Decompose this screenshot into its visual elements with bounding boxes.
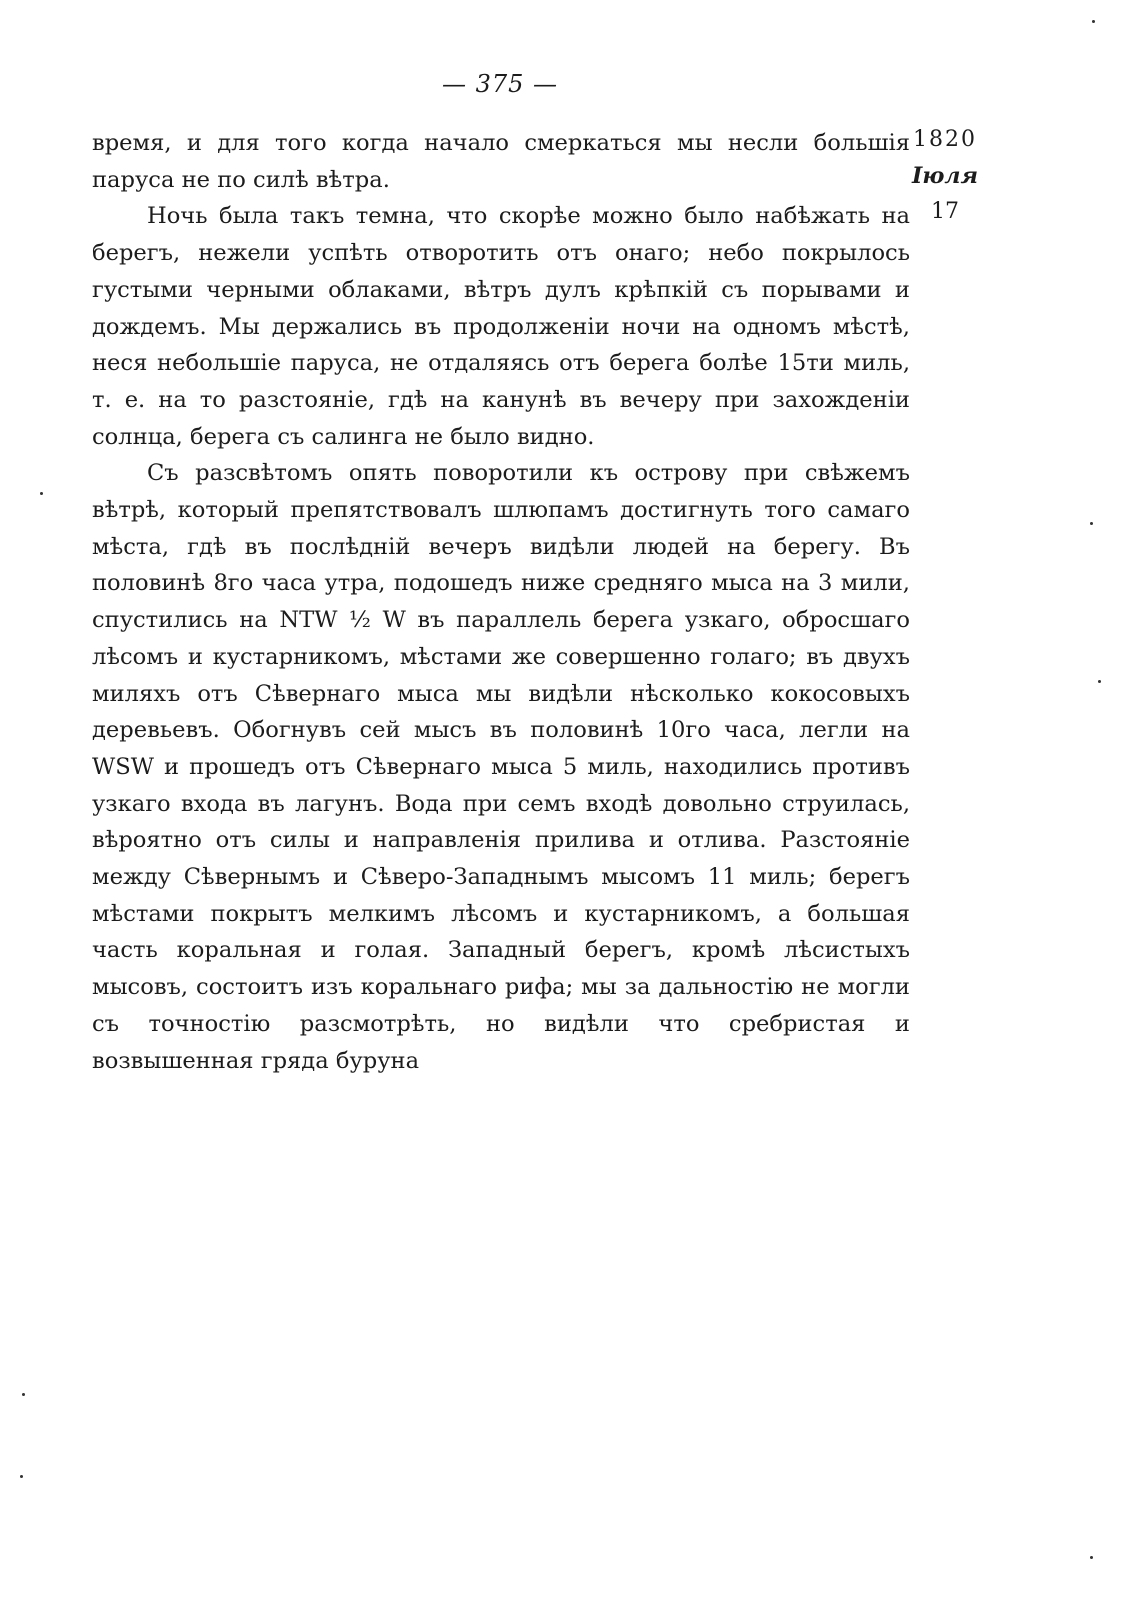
scan-speck [1090,1556,1093,1559]
paragraph-3: Съ разсвѣтомъ опять поворотили къ острову при свѣжемъ вѣтрѣ, который препятствовалъ шлюпамъ достигнуть того самаго мѣста, гдѣ въ послѣдній вечеръ видѣли людей на берегу. Въ половинѣ 8го часа утра, подошедъ ниже средняго мыса на 3 мили, спустились на NTW ½ W въ параллель берега узкаго, обросшаго лѣсомъ и кустарникомъ, мѣстами же совершенно голаго; въ двухъ миляхъ отъ Сѣвернаго мыса мы видѣли нѣсколько кокосовыхъ деревьевъ. Обогнувъ сей мысъ въ половинѣ 10го часа, легли на WSW и прошедъ отъ Сѣвернаго мыса 5 миль, находились противъ узкаго входа въ лагунъ. Вода при семъ входѣ довольно струилась, вѣроятно отъ силы и направленія прилива и отлива. Разстояніе между Сѣвернымъ и Сѣверо-Западнымъ мысомъ 11 миль; берегъ мѣстами покрытъ мелкимъ лѣсомъ и кустарникомъ, а большая часть коральная и голая. Западный берегъ, кромѣ лѣсистыхъ мысовъ, состоитъ изъ коральнаго рифа; мы за дальностію не могли съ точностію разсмотрѣть, но видѣли что сребристая и возвышенная гряда буруна [92,460,910,1074]
page-number: — 375 — [441,70,559,98]
scan-speck [40,492,43,495]
scan-speck [1098,680,1101,683]
margin-date-note [900,122,990,230]
paragraph-2: Ночь была такъ темна, что скорѣе можно было набѣжать на берегъ, нежели успѣть отворотить отъ онаго; небо покрылось густыми черными облаками, вѣтръ дулъ крѣпкій съ порывами и дождемъ. Мы держались въ продолженіи ночи на одномъ мѣстѣ, неся небольшіе паруса, не отдаляясь отъ берега болѣе 15ти миль, т. е. на то разстояніе, гдѣ на канунѣ въ вечеру при захожденіи солнца, берега съ салинга не было видно. [92,203,910,450]
scan-speck [22,1393,25,1396]
scan-speck [1090,522,1093,525]
paragraph-1: время, и для того когда начало смеркаться мы несли большія паруса не по силѣ вѣтра. [92,130,910,193]
scan-speck [20,1475,23,1478]
margin-month: Іюля [912,163,978,189]
margin-year: 1820 [913,127,977,152]
margin-day: 17 [931,199,959,224]
body-text [92,125,910,1079]
scan-speck [1092,20,1095,23]
